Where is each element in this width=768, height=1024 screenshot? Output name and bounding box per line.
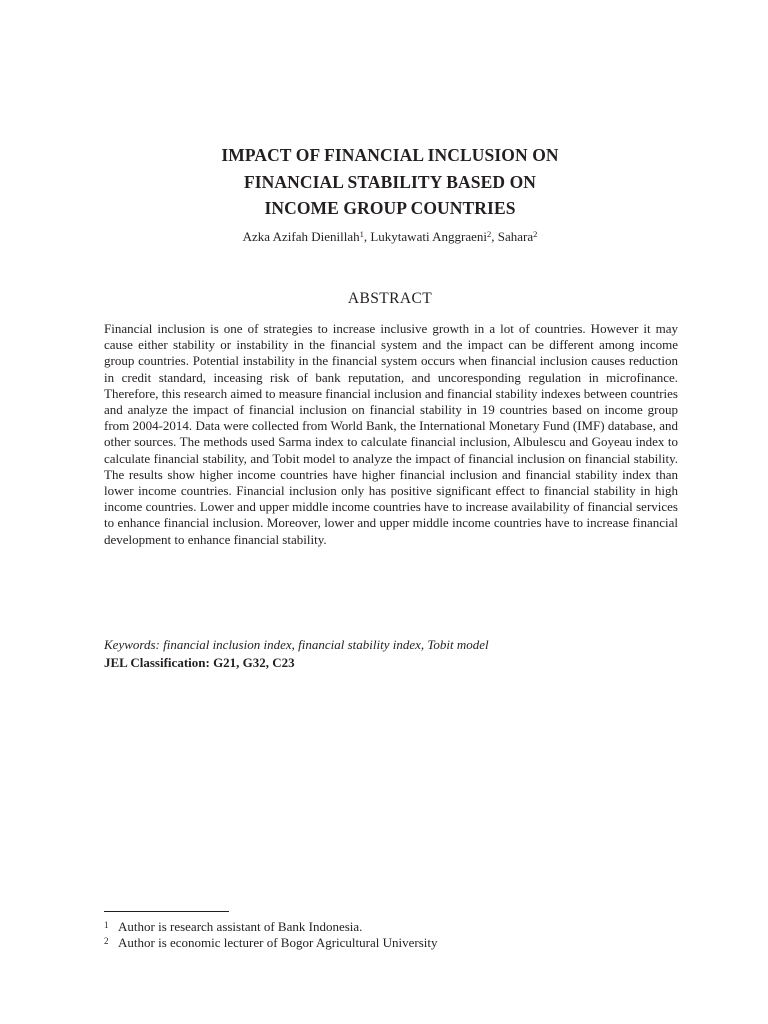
author-affiliation-mark: 2 [533,229,538,239]
paper-title [104,142,676,222]
abstract-heading: ABSTRACT [347,290,433,307]
footnote-text: Author is research assistant of Bank Indonesia. [118,919,363,934]
jel-classification: JEL Classification: G21, G32, C23 [104,655,295,670]
author-name: Sahara [497,229,534,244]
author-affiliation-mark: 2 [486,229,492,239]
footnote-text: Author is economic lecturer of Bogor Agricultural University [118,935,438,950]
footnote-item [104,919,678,935]
title-line-3: INCOME GROUP COUNTRIES [264,198,516,218]
author-name: Lukytawati Anggraeni [370,229,487,244]
abstract-body: Financial inclusion is one of strategies to increase inclusive growth in a lot of countries. However it may cause either stability or instability in the financial system and the impact can be different among income group countries. Potential instability in the financial system occurs when financial inclusion causes reduction in credit standard, inceasing risk of bank reputation, and uncoresponding regulation in microfinance. Therefore, this research aimed to measure financial inclusion and financial stability indexes between countries and analyze the impact of financial inclusion on financial stability in 19 countries based on income group from 2004-2014. Data were collected from World Bank, the International Monetary Fund (IMF) database, and other sources. The methods used Sarma index to calculate financial inclusion, Albulescu and Goyeau index to calculate financial stability, and Tobit model to analyze the impact of financial inclusion on financial stability. The results show higher income countries have higher financial inclusion and financial stability index than lower income countries. Financial inclusion only has positive significant effect to financial stability in high income countries. Lower and upper middle income countries have to increase availability of financial services to enhance financial inclusion. Moreover, lower and upper middle income countries have to increase financial development to enhance financial stability. [104,321,678,547]
keywords: Keywords: financial inclusion index, financial stability index, Tobit model [104,637,489,652]
footnote-list [104,919,678,951]
footnote-mark: 2 [104,936,109,946]
author-list [104,228,676,246]
footnote-item [104,935,678,951]
title-line-1: IMPACT OF FINANCIAL INCLUSION ON [221,145,559,165]
author-separator: , [491,229,498,244]
author-affiliation-mark: 1 [359,229,364,239]
footnote-divider [104,911,229,912]
author-separator: , [363,229,371,244]
title-line-2: FINANCIAL STABILITY BASED ON [243,171,537,192]
footnote-mark: 1 [104,920,109,930]
author-name: Azka Azifah Dienillah [242,229,360,244]
